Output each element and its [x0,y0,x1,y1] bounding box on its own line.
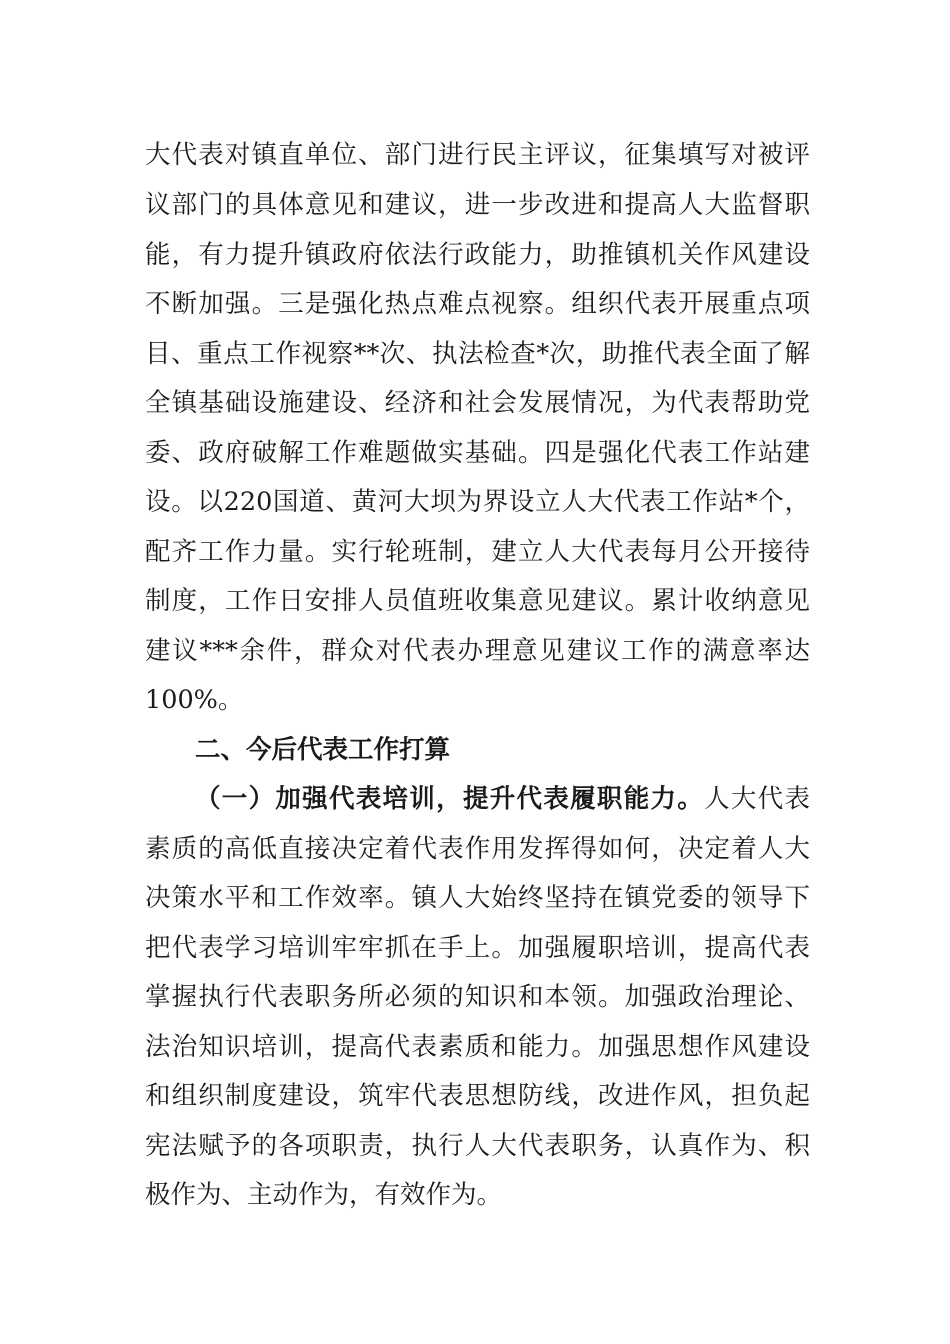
paragraph-line: 法治知识培训，提高代表素质和能力。加强思想作风建设 [145,1032,810,1062]
paragraph-line: 和组织制度建设，筑牢代表思想防线，改进作风，担负起 [145,1081,810,1111]
subsection-first-line [195,779,810,819]
paragraph-last-line: 极作为、主动作为，有效作为。 [145,1180,503,1210]
subsection-title: （一）加强代表培训，提升代表履职能力。 [195,784,705,814]
paragraph-last-line: 100%。 [145,685,244,715]
paragraph-line: 决策水平和工作效率。镇人大始终坚持在镇党委的领导下 [145,883,810,913]
paragraph-line: 掌握执行代表职务所必须的知识和本领。加强政治理论、 [145,982,810,1012]
paragraph-line: 委、政府破解工作难题做实基础。四是强化代表工作站建 [145,438,810,468]
paragraph-line: 建议***余件，群众对代表办理意见建议工作的满意率达 [145,636,810,666]
paragraph-line: 把代表学习培训牢牢抓在手上。加强履职培训，提高代表 [145,933,810,963]
paragraph-line: 配齐工作力量。实行轮班制，建立人大代表每月公开接待 [145,537,810,567]
paragraph-line: 不断加强。三是强化热点难点视察。组织代表开展重点项 [145,289,810,319]
paragraph-line: 全镇基础设施建设、经济和社会发展情况，为代表帮助党 [145,388,810,418]
section-heading: 二、今后代表工作打算 [195,735,451,765]
paragraph-line: 能，有力提升镇政府依法行政能力，助推镇机关作风建设 [145,240,810,270]
paragraph-line: 素质的高低直接决定着代表作用发挥得如何，决定着人大 [145,834,810,864]
paragraph-line: 大代表对镇直单位、部门进行民主评议，征集填写对被评 [145,140,810,170]
paragraph-line: 议部门的具体意见和建议，进一步改进和提高人大监督职 [145,190,810,220]
subsection-first-line-text: 人大代表 [704,784,810,814]
paragraph-line: 设。以220国道、黄河大坝为界设立人大代表工作站*个， [145,487,810,517]
paragraph-line: 制度，工作日安排人员值班收集意见建议。累计收纳意见 [145,586,810,616]
paragraph-line: 目、重点工作视察**次、执法检查*次，助推代表全面了解 [145,339,810,369]
paragraph-line: 宪法赋予的各项职责，执行人大代表职务，认真作为、积 [145,1131,810,1161]
